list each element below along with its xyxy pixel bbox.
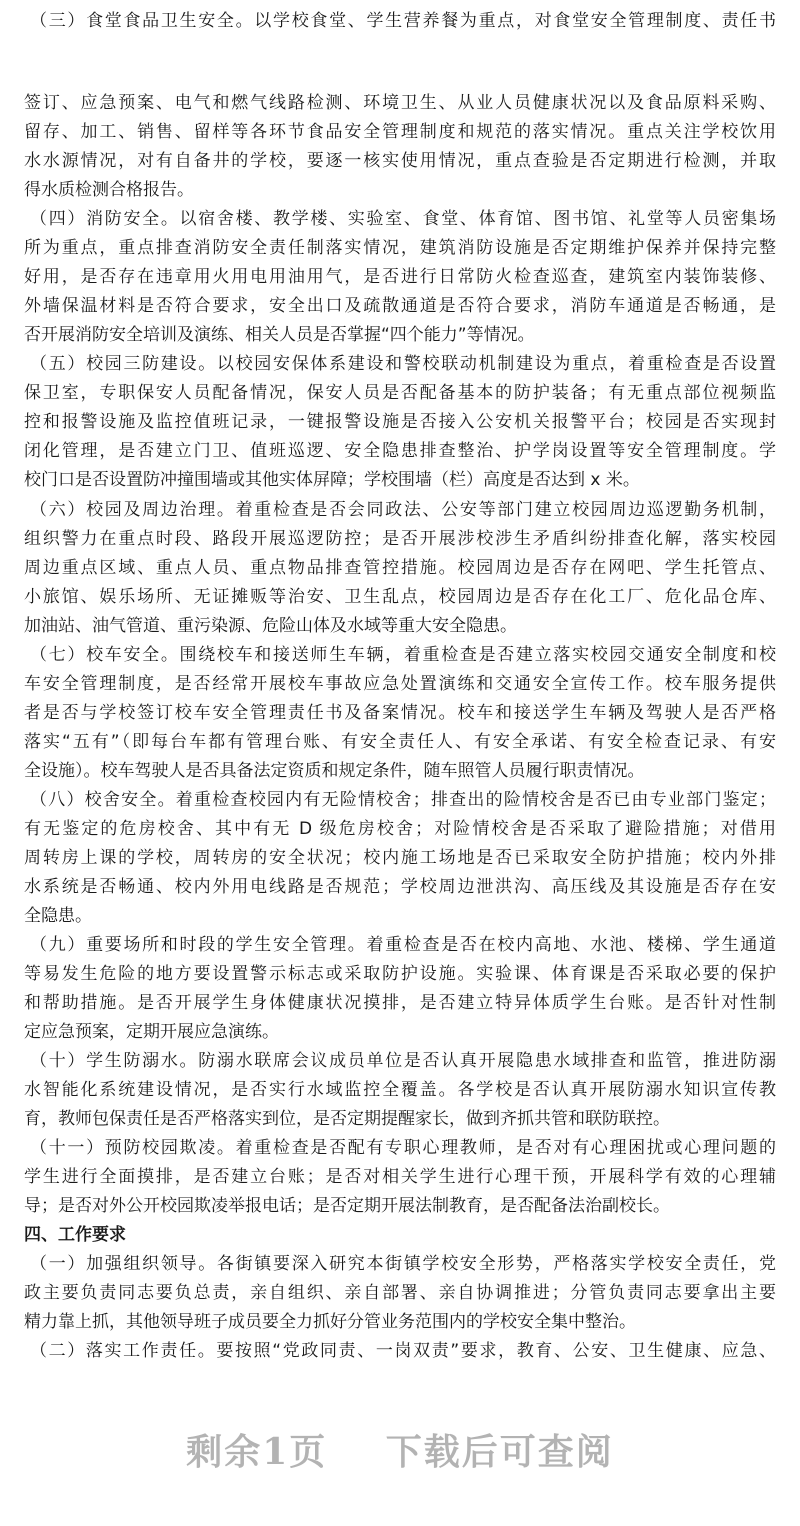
paragraph-line: （六）校园及周边治理。着重检查是否会同政法、公安等部门建立校园周边巡逻勤务机制，	[30, 500, 776, 520]
paragraph-line: 和帮助措施。是否开展学生身体健康状况摸排，是否建立特异体质学生台账。是否针对性制	[24, 993, 776, 1013]
paragraph-line: 导；是否对外公开校园欺凌举报电话；是否定期开展法制教育，是否配备法治副校长。	[24, 1196, 670, 1216]
paragraph-line: 水水源情况，对有自备井的学校，要逐一核实使用情况，重点查验是否定期进行检测，并取	[24, 151, 776, 171]
paragraph-line: 等易发生危险的地方要设置警示标志或采取防护设施。实验课、体育课是否采取必要的保护	[24, 964, 776, 984]
remaining-pages-label: 剩余1页	[186, 1431, 328, 1473]
paragraph-line: （十一）预防校园欺凌。着重检查是否配有专职心理教师，是否对有心理困扰或心理问题的	[30, 1138, 776, 1158]
paragraph-line: 所为重点，重点排查消防安全责任制落实情况，建筑消防设施是否定期维护保养并保持完整	[24, 238, 776, 258]
paragraph-line: 政主要负责同志要负总责，亲自组织、亲自部署、亲自协调推进；分管负责同志要拿出主要	[24, 1283, 776, 1303]
paragraph-line: 周边重点区域、重点人员、重点物品排查管控措施。校园周边是否存在网吧、学生托管点、	[24, 558, 776, 578]
paragraph-line: 全设施）。校车驾驶人是否具备法定资质和规定条件，随车照管人员履行职责情况。	[24, 761, 645, 781]
paragraph-line: （三）食堂食品卫生安全。以学校食堂、学生营养餐为重点，对食堂安全管理制度、责任书	[30, 11, 776, 31]
paragraph-line: （四）消防安全。以宿舍楼、教学楼、实验室、食堂、体育馆、图书馆、礼堂等人员密集场	[30, 209, 776, 229]
paragraph-line: 水智能化系统建设情况，是否实行水域监控全覆盖。各学校是否认真开展防溺水知识宣传教	[24, 1080, 776, 1100]
paragraph-line: 车安全管理制度，是否经常开展校车事故应急处置演练和交通安全宣传工作。校车服务提供	[24, 674, 776, 694]
paragraph-line: （二）落实工作责任。要按照“党政同责、一岗双责”要求，教育、公安、卫生健康、应急、	[30, 1341, 776, 1361]
download-to-view-label: 下载后可查阅	[385, 1431, 614, 1473]
section-heading: 四、工作要求	[24, 1225, 126, 1245]
paragraph-line: 学生进行全面摸排，是否建立台账；是否对相关学生进行心理干预，开展科学有效的心理辅	[24, 1167, 776, 1187]
paragraph-line: 全隐患。	[24, 906, 92, 926]
paragraph-line: 好用，是否存在违章用火用电用油用气，是否进行日常防火检查巡查，建筑室内装饰装修、	[24, 267, 776, 287]
download-banner[interactable]	[0, 1424, 800, 1480]
paragraph-line: 精力靠上抓，其他领导班子成员要全力抓好分管业务范围内的学校安全集中整治。	[24, 1312, 636, 1332]
paragraph-line: 水系统是否畅通、校内外用电线路是否规范；学校周边泄洪沟、高压线及其设施是否存在安	[24, 877, 776, 897]
paragraph-line: （一）加强组织领导。各街镇要深入研究本街镇学校安全形势，严格落实学校安全责任，党	[30, 1254, 776, 1274]
paragraph-line: 外墙保温材料是否符合要求，安全出口及疏散通道是否符合要求，消防车通道是否畅通，是	[24, 296, 776, 316]
paragraph-line: （十）学生防溺水。防溺水联席会议成员单位是否认真开展隐患水域排查和监管，推进防溺	[30, 1051, 776, 1071]
paragraph-line: 校门口是否设置防冲撞围墙或其他实体屏障；学校围墙（栏）高度是否达到 x 米。	[24, 470, 640, 490]
paragraph-line: 签订、应急预案、电气和燃气线路检测、环境卫生、从业人员健康状况以及食品原料采购、	[24, 93, 776, 113]
paragraph-line: 组织警力在重点时段、路段开展巡逻防控；是否开展涉校涉生矛盾纠纷排查化解，落实校园	[24, 529, 776, 549]
paragraph-line: 育，教师包保责任是否严格落实到位，是否定期提醒家长，做到齐抓共管和联防联控。	[24, 1109, 670, 1129]
paragraph-line: （九）重要场所和时段的学生安全管理。着重检查是否在校内高地、水池、楼梯、学生通道	[30, 935, 776, 955]
paragraph-line: 者是否与学校签订校车安全管理责任书及备案情况。校车和接送学生车辆及驾驶人是否严格	[24, 703, 776, 723]
paragraph-line: 否开展消防安全培训及演练、相关人员是否掌握“四个能力”等情况。	[24, 325, 535, 345]
paragraph-line: （七）校车安全。围绕校车和接送师生车辆，着重检查是否建立落实校园交通安全制度和校	[30, 645, 776, 665]
paragraph-line: 定应急预案，定期开展应急演练。	[24, 1022, 279, 1042]
paragraph-line: 有无鉴定的危房校舍、其中有无 D 级危房校舍；对险情校舍是否采取了避险措施；对借用	[24, 819, 776, 839]
paragraph-line: 得水质检测合格报告。	[24, 180, 194, 200]
paragraph-line: 保卫室，专职保安人员配备情况，保安人员是否配备基本的防护装备；有无重点部位视频监	[24, 383, 776, 403]
paragraph-line: 小旅馆、娱乐场所、无证摊贩等治安、卫生乱点，校园周边是否存在化工厂、危化品仓库、	[24, 587, 776, 607]
paragraph-line: 周转房上课的学校，周转房的安全状况；校内施工场地是否已采取安全防护措施；校内外排	[24, 848, 776, 868]
paragraph-line: （八）校舍安全。着重检查校园内有无险情校舍；排查出的险情校舍是否已由专业部门鉴定；	[30, 790, 776, 810]
paragraph-line: 闭化管理，是否建立门卫、值班巡逻、安全隐患排查整治、护学岗设置等安全管理制度。学	[24, 441, 776, 461]
paragraph-line: （五）校园三防建设。以校园安保体系建设和警校联动机制建设为重点，着重检查是否设置	[30, 354, 776, 374]
paragraph-line: 控和报警设施及监控值班记录，一键报警设施是否接入公安机关报警平台；校园是否实现封	[24, 412, 776, 432]
paragraph-line: 加油站、油气管道、重污染源、危险山体及水域等重大安全隐患。	[24, 616, 517, 636]
paragraph-line: 留存、加工、销售、留样等各环节食品安全管理制度和规范的落实情况。重点关注学校饮用	[24, 122, 776, 142]
paragraph-line: 落实“五有”（即每台车都有管理台账、有安全责任人、有安全承诺、有安全检查记录、有安	[24, 732, 776, 752]
